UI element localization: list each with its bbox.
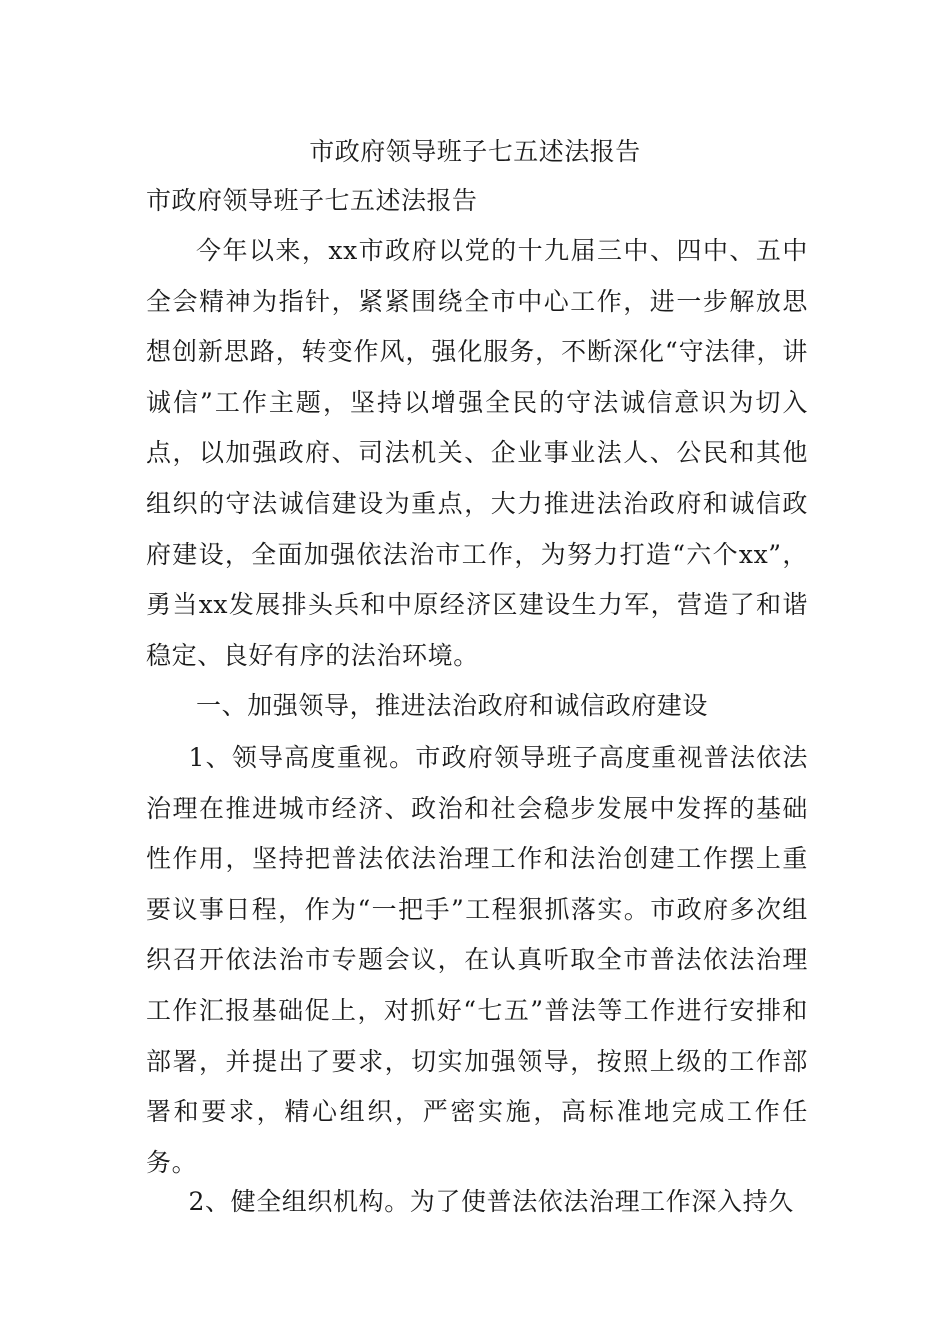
document-title: 市政府领导班子七五述法报告 xyxy=(309,137,641,166)
paragraph-item-2: 2、健全组织机构。为了使普法依法治理工作深入持久 xyxy=(188,1187,794,1216)
paragraph-intro: 今年以来，xx市政府以党的十九届三中、四中、五中全会精神为指针，紧紧围绕全市中心工作，进一步解放思想创新思路，转变作风，强化服务，不断深化“守法律，讲诚信”工作主题，坚持以增强全民的守法诚信意识为切入点，以加强政府、司法机关、企业事业法人、公民和其他组织的守法诚信建设为重点，大力推进法治政府和诚信政府建设，全面加强依法治市工作，为努力打造“六个xx”，勇当xx发展排头兵和中原经济区建设生力军，营造了和谐稳定、良好有序的法治环境。 xyxy=(146,236,808,670)
paragraph-item-1: 1、领导高度重视。市政府领导班子高度重视普法依法治理在推进城市经济、政治和社会稳步发展中发挥的基础性作用，坚持把普法依法治理工作和法治创建工作摆上重要议事日程，作为“一把手”工程狠抓落实。市政府多次组织召开依法治市专题会议，在认真听取全市普法依法治理工作汇报基础促上，对抓好“七五”普法等工作进行安排和部署，并提出了要求，切实加强领导，按照上级的工作部署和要求，精心组织，严密实施，高标准地完成工作任务。 xyxy=(146,743,808,1177)
document-subtitle: 市政府领导班子七五述法报告 xyxy=(146,186,478,215)
section-heading-1: 一、加强领导，推进法治政府和诚信政府建设 xyxy=(196,691,709,720)
